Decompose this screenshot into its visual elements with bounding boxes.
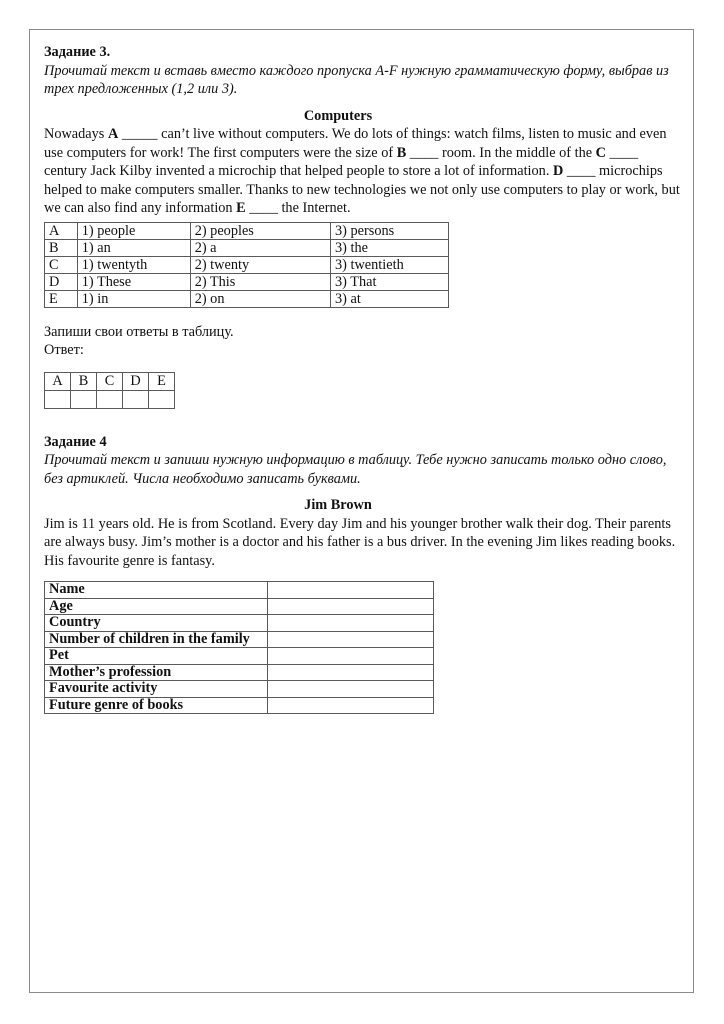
gap-letter: C xyxy=(595,144,606,161)
paragraph-text: Nowadays xyxy=(44,126,108,142)
answer-value-row xyxy=(45,390,175,408)
option-3: 3) twentieth xyxy=(331,256,449,273)
info-label: Favourite activity xyxy=(45,681,268,698)
option-1: 1) an xyxy=(77,239,190,256)
option-1: 1) people xyxy=(77,222,190,239)
answer-input-cell[interactable] xyxy=(71,390,97,408)
info-label: Mother’s profession xyxy=(45,664,268,681)
answer-input-cell[interactable] xyxy=(149,390,175,408)
option-2: 2) peoples xyxy=(190,222,330,239)
info-row xyxy=(45,681,434,698)
option-1: 1) twentyth xyxy=(77,256,190,273)
task-3-title: Задание 3. xyxy=(44,44,111,60)
option-1: 1) in xyxy=(77,290,190,307)
answer-header-cell: D xyxy=(123,372,149,390)
info-answer-cell[interactable] xyxy=(268,615,434,632)
gap-letter: D xyxy=(552,163,564,179)
info-label: Future genre of books xyxy=(45,697,268,714)
paragraph-text: ____ century Jack Kilby invented a microchip that helped people to store a lot of information. xyxy=(44,144,639,179)
option-3: 3) persons xyxy=(331,222,449,239)
info-answer-cell[interactable] xyxy=(268,697,434,714)
option-3: 3) at xyxy=(331,290,449,307)
task-4-text-title: Jim Brown xyxy=(304,497,372,513)
paragraph-text: _____ can’t live without computers. We do lots of things: watch films, listen to music and even use computers for work! The first computers were the size of xyxy=(44,126,667,161)
answer-header-row xyxy=(45,372,175,390)
options-row xyxy=(45,239,449,256)
info-row xyxy=(45,648,434,665)
info-row xyxy=(45,582,434,599)
gap-letter: E xyxy=(236,200,246,216)
option-letter: D xyxy=(45,273,78,290)
options-row xyxy=(45,222,449,239)
option-2: 2) twenty xyxy=(190,256,330,273)
option-letter: B xyxy=(45,239,78,256)
info-table xyxy=(44,581,434,714)
option-letter: A xyxy=(45,222,78,239)
info-label: Country xyxy=(45,615,268,632)
answer-table xyxy=(44,372,175,409)
option-3: 3) the xyxy=(331,239,449,256)
option-2: 2) a xyxy=(190,239,330,256)
info-label: Name xyxy=(45,582,268,599)
paragraph-text: ____ room. In the middle of the xyxy=(406,144,596,161)
option-2: 2) This xyxy=(190,273,330,290)
write-answers-instruction: Запиши свои ответы в таблицу. xyxy=(44,323,234,340)
task-3-text-title: Computers xyxy=(303,107,373,124)
info-answer-cell[interactable] xyxy=(268,582,434,599)
task-3-instruction: Прочитай текст и вставь вместо каждого пропуска A-F нужную грамматическую форму, выбрав из трех предложенных (1,2 или 3). xyxy=(44,62,669,97)
options-row xyxy=(45,290,449,307)
worksheet xyxy=(44,43,684,714)
info-answer-cell[interactable] xyxy=(268,648,434,665)
info-label: Pet xyxy=(45,648,268,665)
answer-input-cell[interactable] xyxy=(45,390,71,408)
option-1: 1) These xyxy=(77,273,190,290)
answer-label: Ответ: xyxy=(44,342,84,358)
answer-header-cell: E xyxy=(149,372,175,390)
info-row xyxy=(45,615,434,632)
answer-header-cell: B xyxy=(71,372,97,390)
options-row xyxy=(45,273,449,290)
option-2: 2) on xyxy=(190,290,330,307)
task-4-title: Задание 4 xyxy=(44,433,107,450)
task-4-paragraph: Jim is 11 years old. He is from Scotland. Every day Jim and his younger brother walk their dog. Their parents are always busy. Jim’s mother is a doctor and his father is a bus driver. In the evening Jim likes reading books. His favourite genre is fantasy. xyxy=(44,515,676,569)
task-4-instruction: Прочитай текст и запиши нужную информацию в таблицу. Тебе нужно записать только одно слово, без артиклей. Числа необходимо записать буквами. xyxy=(44,452,667,487)
info-answer-cell[interactable] xyxy=(268,631,434,648)
answer-header-cell: C xyxy=(97,372,123,390)
task-3-paragraph xyxy=(44,125,684,218)
task-3 xyxy=(44,43,684,409)
options-row xyxy=(45,256,449,273)
info-label: Number of children in the family xyxy=(45,631,268,648)
info-answer-cell[interactable] xyxy=(268,664,434,681)
info-row xyxy=(45,598,434,615)
option-letter: C xyxy=(45,256,78,273)
answer-header-cell: A xyxy=(45,372,71,390)
paragraph-text: ____ microchips helped to make computers smaller. Thanks to new technologies we not only use computers to play or work, but we can also find any information xyxy=(44,163,680,216)
info-row xyxy=(45,697,434,714)
option-3: 3) That xyxy=(331,273,449,290)
gap-letter: A xyxy=(107,126,119,142)
info-row xyxy=(45,664,434,681)
info-answer-cell[interactable] xyxy=(268,598,434,615)
info-label: Age xyxy=(45,598,268,615)
option-letter: E xyxy=(45,290,78,307)
info-row xyxy=(45,631,434,648)
options-table xyxy=(44,222,449,308)
answer-input-cell[interactable] xyxy=(97,390,123,408)
paragraph-text: ____ the Internet. xyxy=(245,200,351,216)
info-answer-cell[interactable] xyxy=(268,681,434,698)
gap-letter: B xyxy=(396,144,407,161)
answer-input-cell[interactable] xyxy=(123,390,149,408)
task-4 xyxy=(44,433,684,715)
